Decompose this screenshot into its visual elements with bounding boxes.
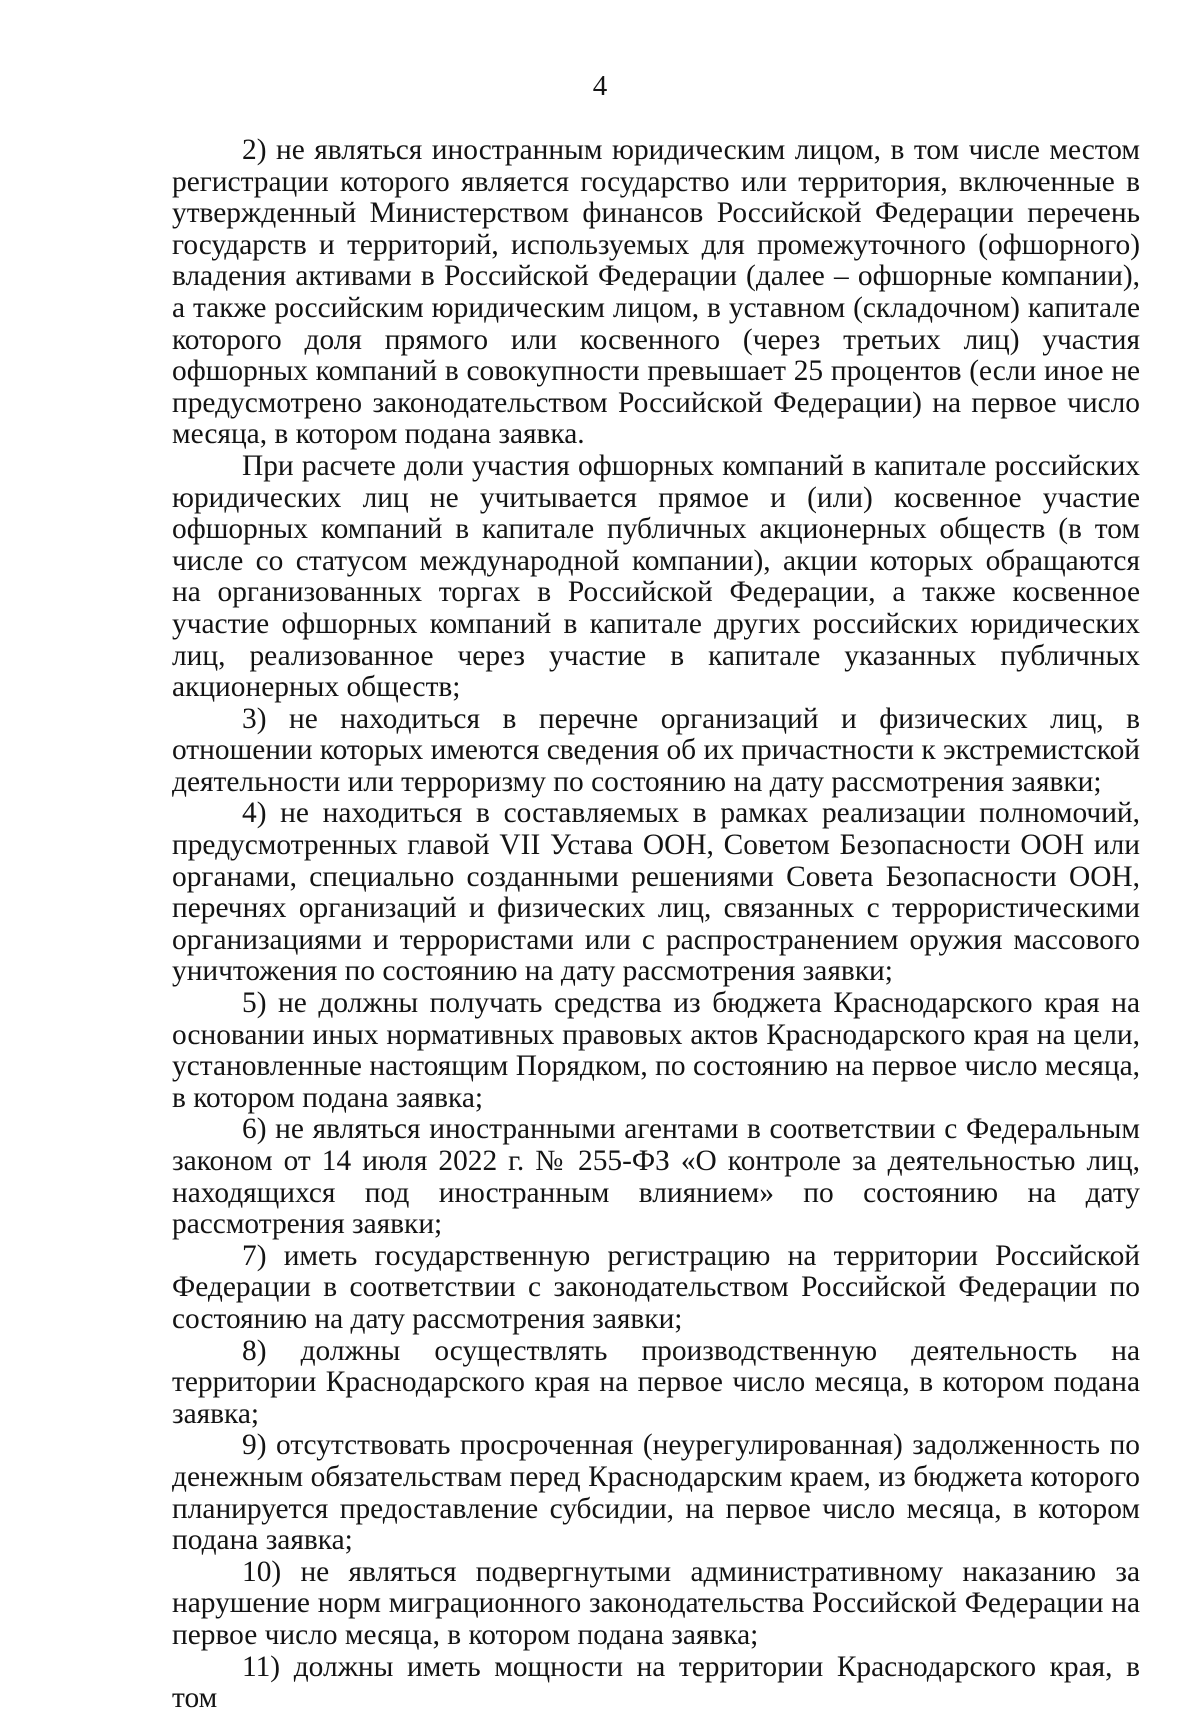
paragraph-item-7: 7) иметь государственную регистрацию на территории Российской Федерации в соответствии с законодательством Российской Федерации по состоянию на дату рассмотрения заявки; [172,1239,1140,1335]
paragraph-offshore-calculation: При расчете доли участия офшорных компаний в капитале российских юридических лиц не учитывается прямое и (или) косвенное участие офшорных компаний в капитале публичных акционерных обществ (в том числе со статусом международной компании), акции которых обращаются на организованных торгах в Российской Федерации, а также косвенное участие офшорных компаний в капитале других российских юридических лиц, реализованное через участие в капитале указанных публичных акционерных обществ; [172,449,1140,704]
paragraph-item-2: 2) не являться иностранным юридическим лицом, в том числе местом регистрации которого является государство или территория, включенные в утвержденный Министерством финансов Российской Федерации перечень государств и территорий, используемых для промежуточного (офшорного) владения активами в Российской Федерации (далее – офшорные компании), а также российским юридическим лицом, в уставном (складочном) капитале которого доля прямого или косвенного (через третьих лиц) участия офшорных компаний в совокупности превышает 25 процентов (если иное не предусмотрено законодательством Российской Федерации) на первое число месяца, в котором подана заявка. [172,134,1140,451]
paragraph-item-9: 9) отсутствовать просроченная (неурегулированная) задолженность по денежным обязательствам перед Краснодарским краем, из бюджета которого планируется предоставление субсидии, на первое число месяца, в котором подана заявка; [172,1429,1140,1557]
page-number: 4 [592,70,608,102]
paragraph-item-5: 5) не должны получать средства из бюджета Краснодарского края на основании иных нормативных правовых актов Краснодарского края на цели, установленные настоящим Порядком, по состоянию на первое число месяца, в котором подана заявка; [172,987,1140,1114]
paragraph-item-4: 4) не находиться в составляемых в рамках реализации полномочий, предусмотренных главой VII Устава ООН, Советом Безопасности ООН или органами, специально созданными решениями Совета Безопасности ООН, перечнях организаций и физических лиц, связанных с террористическими организациями и террористами или с распространением оружия массового уничтожения по состоянию на дату рассмотрения заявки; [172,797,1140,988]
paragraph-item-10: 10) не являться подвергнутыми административному наказанию за нарушение норм миграционного законодательства Российской Федерации на первое число месяца, в котором подана заявка; [172,1555,1140,1651]
paragraph-item-11: 11) должны иметь мощности на территории Краснодарского края, в том [172,1650,1140,1715]
paragraph-item-6: 6) не являться иностранными агентами в соответствии с Федеральным законом от 14 июля 2022 г. № 255-ФЗ «О контроле за деятельностью лиц, находящихся под иностранным влиянием» по состоянию на дату рассмотрения заявки; [172,1113,1140,1241]
paragraph-item-3: 3) не находиться в перечне организаций и физических лиц, в отношении которых имеются сведения об их причастности к экстремистской деятельности или терроризму по состоянию на дату рассмотрения заявки; [172,702,1140,798]
document-body [172,135,1140,1715]
paragraph-item-8: 8) должны осуществлять производственную деятельность на территории Краснодарского края на первое число месяца, в котором подана заявка; [172,1334,1140,1430]
